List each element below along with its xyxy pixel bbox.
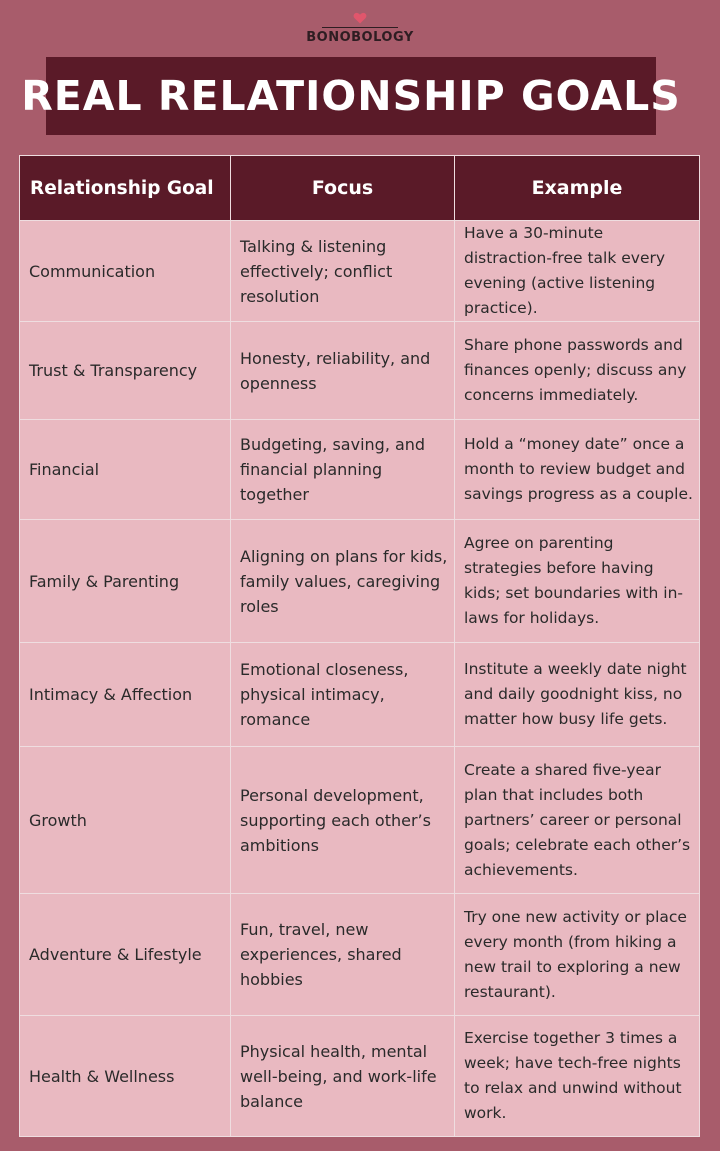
goal-cell: Trust & Transparency (20, 322, 231, 420)
example-cell: Share phone passwords and finances openly; discuss any concerns immediately. (455, 322, 700, 420)
brand-name: BONOBOLOGY (306, 30, 414, 45)
goal-cell: Communication (20, 221, 231, 322)
focus-cell: Personal development, supporting each other’s ambitions (231, 747, 455, 894)
table-row (20, 420, 700, 520)
table-row (20, 1016, 700, 1137)
goal-cell: Health & Wellness (20, 1016, 231, 1137)
column-header-focus: Focus (231, 156, 455, 221)
example-cell: Try one new activity or place every month (from hiking a new trail to exploring a new restaurant). (455, 894, 700, 1016)
example-cell: Institute a weekly date night and daily goodnight kiss, no matter how busy life gets. (455, 643, 700, 747)
table-row (20, 747, 700, 894)
focus-cell: Emotional closeness, physical intimacy, romance (231, 643, 455, 747)
focus-cell: Talking & listening effectively; conflict resolution (231, 221, 455, 322)
focus-cell: Fun, travel, new experiences, shared hobbies (231, 894, 455, 1016)
page-title: REAL RELATIONSHIP GOALS (21, 72, 681, 120)
table-header-row (20, 156, 700, 221)
focus-cell: Budgeting, saving, and financial planning together (231, 420, 455, 520)
goal-cell: Adventure & Lifestyle (20, 894, 231, 1016)
heart-icon (353, 12, 367, 24)
goal-cell: Family & Parenting (20, 520, 231, 643)
example-cell: Hold a “money date” once a month to review budget and savings progress as a couple. (455, 420, 700, 520)
example-cell: Have a 30-minute distraction-free talk every evening (active listening practice). (455, 221, 700, 322)
goal-cell: Intimacy & Affection (20, 643, 231, 747)
focus-cell: Physical health, mental well-being, and work-life balance (231, 1016, 455, 1137)
title-banner (21, 57, 681, 135)
table-row (20, 520, 700, 643)
column-header-example: Example (455, 156, 700, 221)
column-header-goal: Relationship Goal (20, 156, 231, 221)
focus-cell: Honesty, reliability, and openness (231, 322, 455, 420)
goals-table (19, 155, 700, 1137)
brand-rule (322, 27, 398, 28)
example-cell: Agree on parenting strategies before having kids; set boundaries with in-laws for holidays. (455, 520, 700, 643)
goal-cell: Financial (20, 420, 231, 520)
table-row (20, 643, 700, 747)
example-cell: Exercise together 3 times a week; have tech-free nights to relax and unwind without work. (455, 1016, 700, 1137)
table-row (20, 322, 700, 420)
brand-logo (0, 12, 720, 46)
focus-cell: Aligning on plans for kids, family values, caregiving roles (231, 520, 455, 643)
goal-cell: Growth (20, 747, 231, 894)
example-cell: Create a shared five-year plan that includes both partners’ career or personal goals; celebrate each other’s achievements. (455, 747, 700, 894)
table-row (20, 894, 700, 1016)
table-row (20, 221, 700, 322)
